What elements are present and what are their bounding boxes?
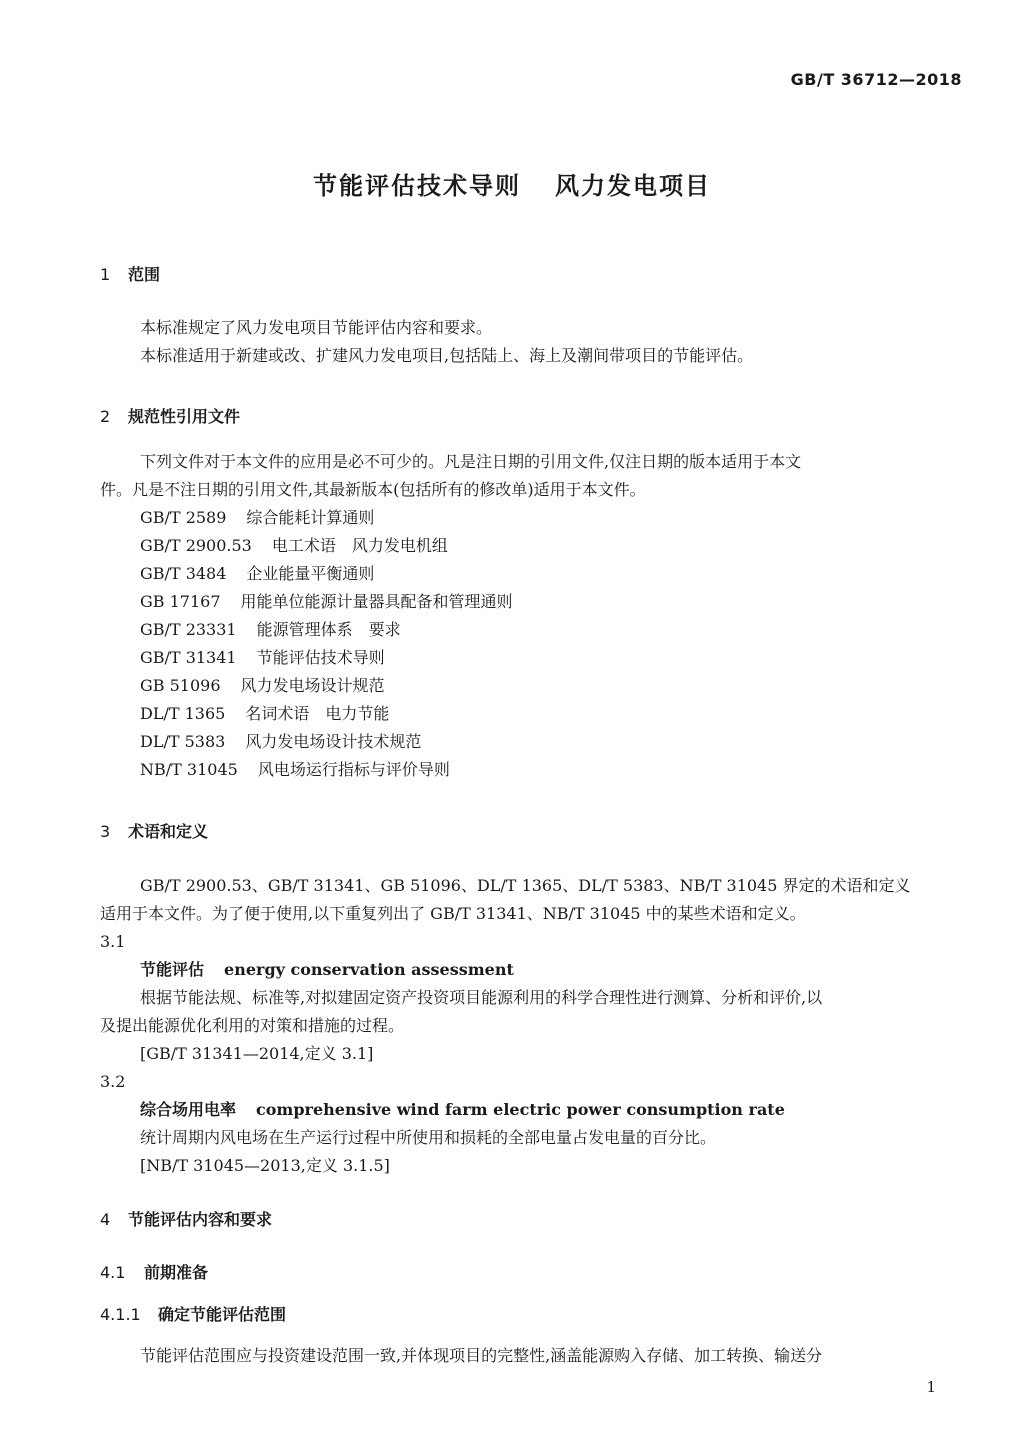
section-number: 4 — [100, 1210, 111, 1229]
intro-line: GB/T 2900.53、GB/T 31341、GB 51096、DL/T 1365、DL/T 5383、NB/T 31045 界定的术语和定义 — [140, 876, 911, 895]
term-chinese: 节能评估 — [140, 960, 205, 979]
reference-code: DL/T 5383 — [140, 732, 226, 751]
paragraph: 本标准规定了风力发电项目节能评估内容和要求。 — [140, 318, 493, 337]
term-source: [GB/T 31341—2014,定义 3.1] — [140, 1044, 374, 1063]
reference-item — [140, 532, 801, 560]
reference-code: GB 17167 — [140, 592, 221, 611]
term-chinese: 综合场用电率 — [140, 1100, 237, 1119]
reference-code: GB/T 2589 — [140, 508, 227, 527]
reference-title: 企业能量平衡通则 — [246, 564, 375, 583]
reference-item — [140, 504, 801, 532]
reference-title: 名词术语 电力节能 — [245, 704, 390, 723]
term-heading — [100, 956, 911, 984]
reference-title: 节能评估技术导则 — [256, 648, 385, 667]
reference-item — [140, 756, 801, 784]
term-definition: 统计周期内风电场在生产运行过程中所使用和损耗的全部电量占发电量的百分比。 — [140, 1128, 717, 1147]
intro-line: 适用于本文件。为了便于使用,以下重复列出了 GB/T 31341、NB/T 31045 中的某些术语和定义。 — [100, 904, 806, 923]
reference-code: GB/T 2900.53 — [140, 536, 252, 555]
reference-title: 综合能耗计算通则 — [246, 508, 375, 527]
paragraph: 本标准适用于新建或改、扩建风力发电项目,包括陆上、海上及潮间带项目的节能评估。 — [140, 346, 754, 365]
subsection-4-1-1-heading — [100, 1302, 286, 1325]
term-definition: 根据节能法规、标准等,对拟建固定资产投资项目能源利用的科学合理性进行测算、分析和评价,以 — [140, 988, 823, 1007]
intro-line: 下列文件对于本文件的应用是必不可少的。凡是注日期的引用文件,仅注日期的版本适用于本文 — [140, 452, 802, 471]
term-number: 3.1 — [100, 932, 126, 951]
subsection-number: 4.1 — [100, 1263, 126, 1282]
term-english: comprehensive wind farm electric power consumption rate — [256, 1100, 785, 1119]
section-title: 节能评估内容和要求 — [128, 1210, 273, 1229]
title-part-1: 节能评估技术导则 — [313, 172, 521, 200]
title-part-2: 风力发电项目 — [555, 172, 711, 200]
reference-title: 用能单位能源计量器具配备和管理通则 — [240, 592, 513, 611]
reference-title: 风力发电场设计技术规范 — [245, 732, 422, 751]
reference-item — [140, 644, 801, 672]
reference-code: GB 51096 — [140, 676, 221, 695]
reference-item — [140, 560, 801, 588]
reference-item — [140, 672, 801, 700]
subsection-4-1-heading — [100, 1260, 208, 1283]
page-number: 1 — [926, 1378, 936, 1396]
section-number: 2 — [100, 407, 111, 426]
term-source: [NB/T 31045—2013,定义 3.1.5] — [140, 1156, 390, 1175]
reference-item — [140, 700, 801, 728]
section-4-heading — [100, 1207, 272, 1230]
reference-item — [140, 588, 801, 616]
section-2-body — [100, 448, 801, 784]
section-number: 3 — [100, 822, 111, 841]
subsection-title: 确定节能评估范围 — [158, 1305, 287, 1324]
term-number: 3.2 — [100, 1072, 126, 1091]
term-heading — [100, 1096, 911, 1124]
section-1-heading — [100, 262, 160, 285]
reference-title: 能源管理体系 要求 — [256, 620, 401, 639]
standard-code: GB/T 36712—2018 — [790, 70, 962, 89]
reference-code: GB/T 23331 — [140, 620, 237, 639]
reference-code: GB/T 3484 — [140, 564, 227, 583]
term-english: energy conservation assessment — [224, 960, 514, 979]
reference-code: NB/T 31045 — [140, 760, 238, 779]
reference-title: 电工术语 风力发电机组 — [271, 536, 448, 555]
reference-list — [100, 504, 801, 784]
document-title — [0, 166, 1024, 201]
section-3-body — [100, 872, 911, 1180]
reference-code: DL/T 1365 — [140, 704, 226, 723]
section-title: 术语和定义 — [128, 822, 209, 841]
section-title: 规范性引用文件 — [128, 407, 241, 426]
subsection-number: 4.1.1 — [100, 1305, 141, 1324]
reference-code: GB/T 31341 — [140, 648, 237, 667]
subsection-title: 前期准备 — [144, 1263, 209, 1282]
paragraph: 节能评估范围应与投资建设范围一致,并体现项目的完整性,涵盖能源购入存储、加工转换、输送分 — [140, 1346, 823, 1365]
section-title: 范围 — [128, 265, 161, 284]
section-3-heading — [100, 819, 208, 842]
reference-item — [140, 728, 801, 756]
section-1-body — [140, 314, 753, 370]
section-number: 1 — [100, 265, 111, 284]
reference-item — [140, 616, 801, 644]
reference-title: 风力发电场设计规范 — [240, 676, 385, 695]
term-definition: 及提出能源优化利用的对策和措施的过程。 — [100, 1016, 405, 1035]
reference-title: 风电场运行指标与评价导则 — [257, 760, 450, 779]
intro-line: 件。凡是不注日期的引用文件,其最新版本(包括所有的修改单)适用于本文件。 — [100, 480, 646, 499]
section-2-heading — [100, 404, 240, 427]
